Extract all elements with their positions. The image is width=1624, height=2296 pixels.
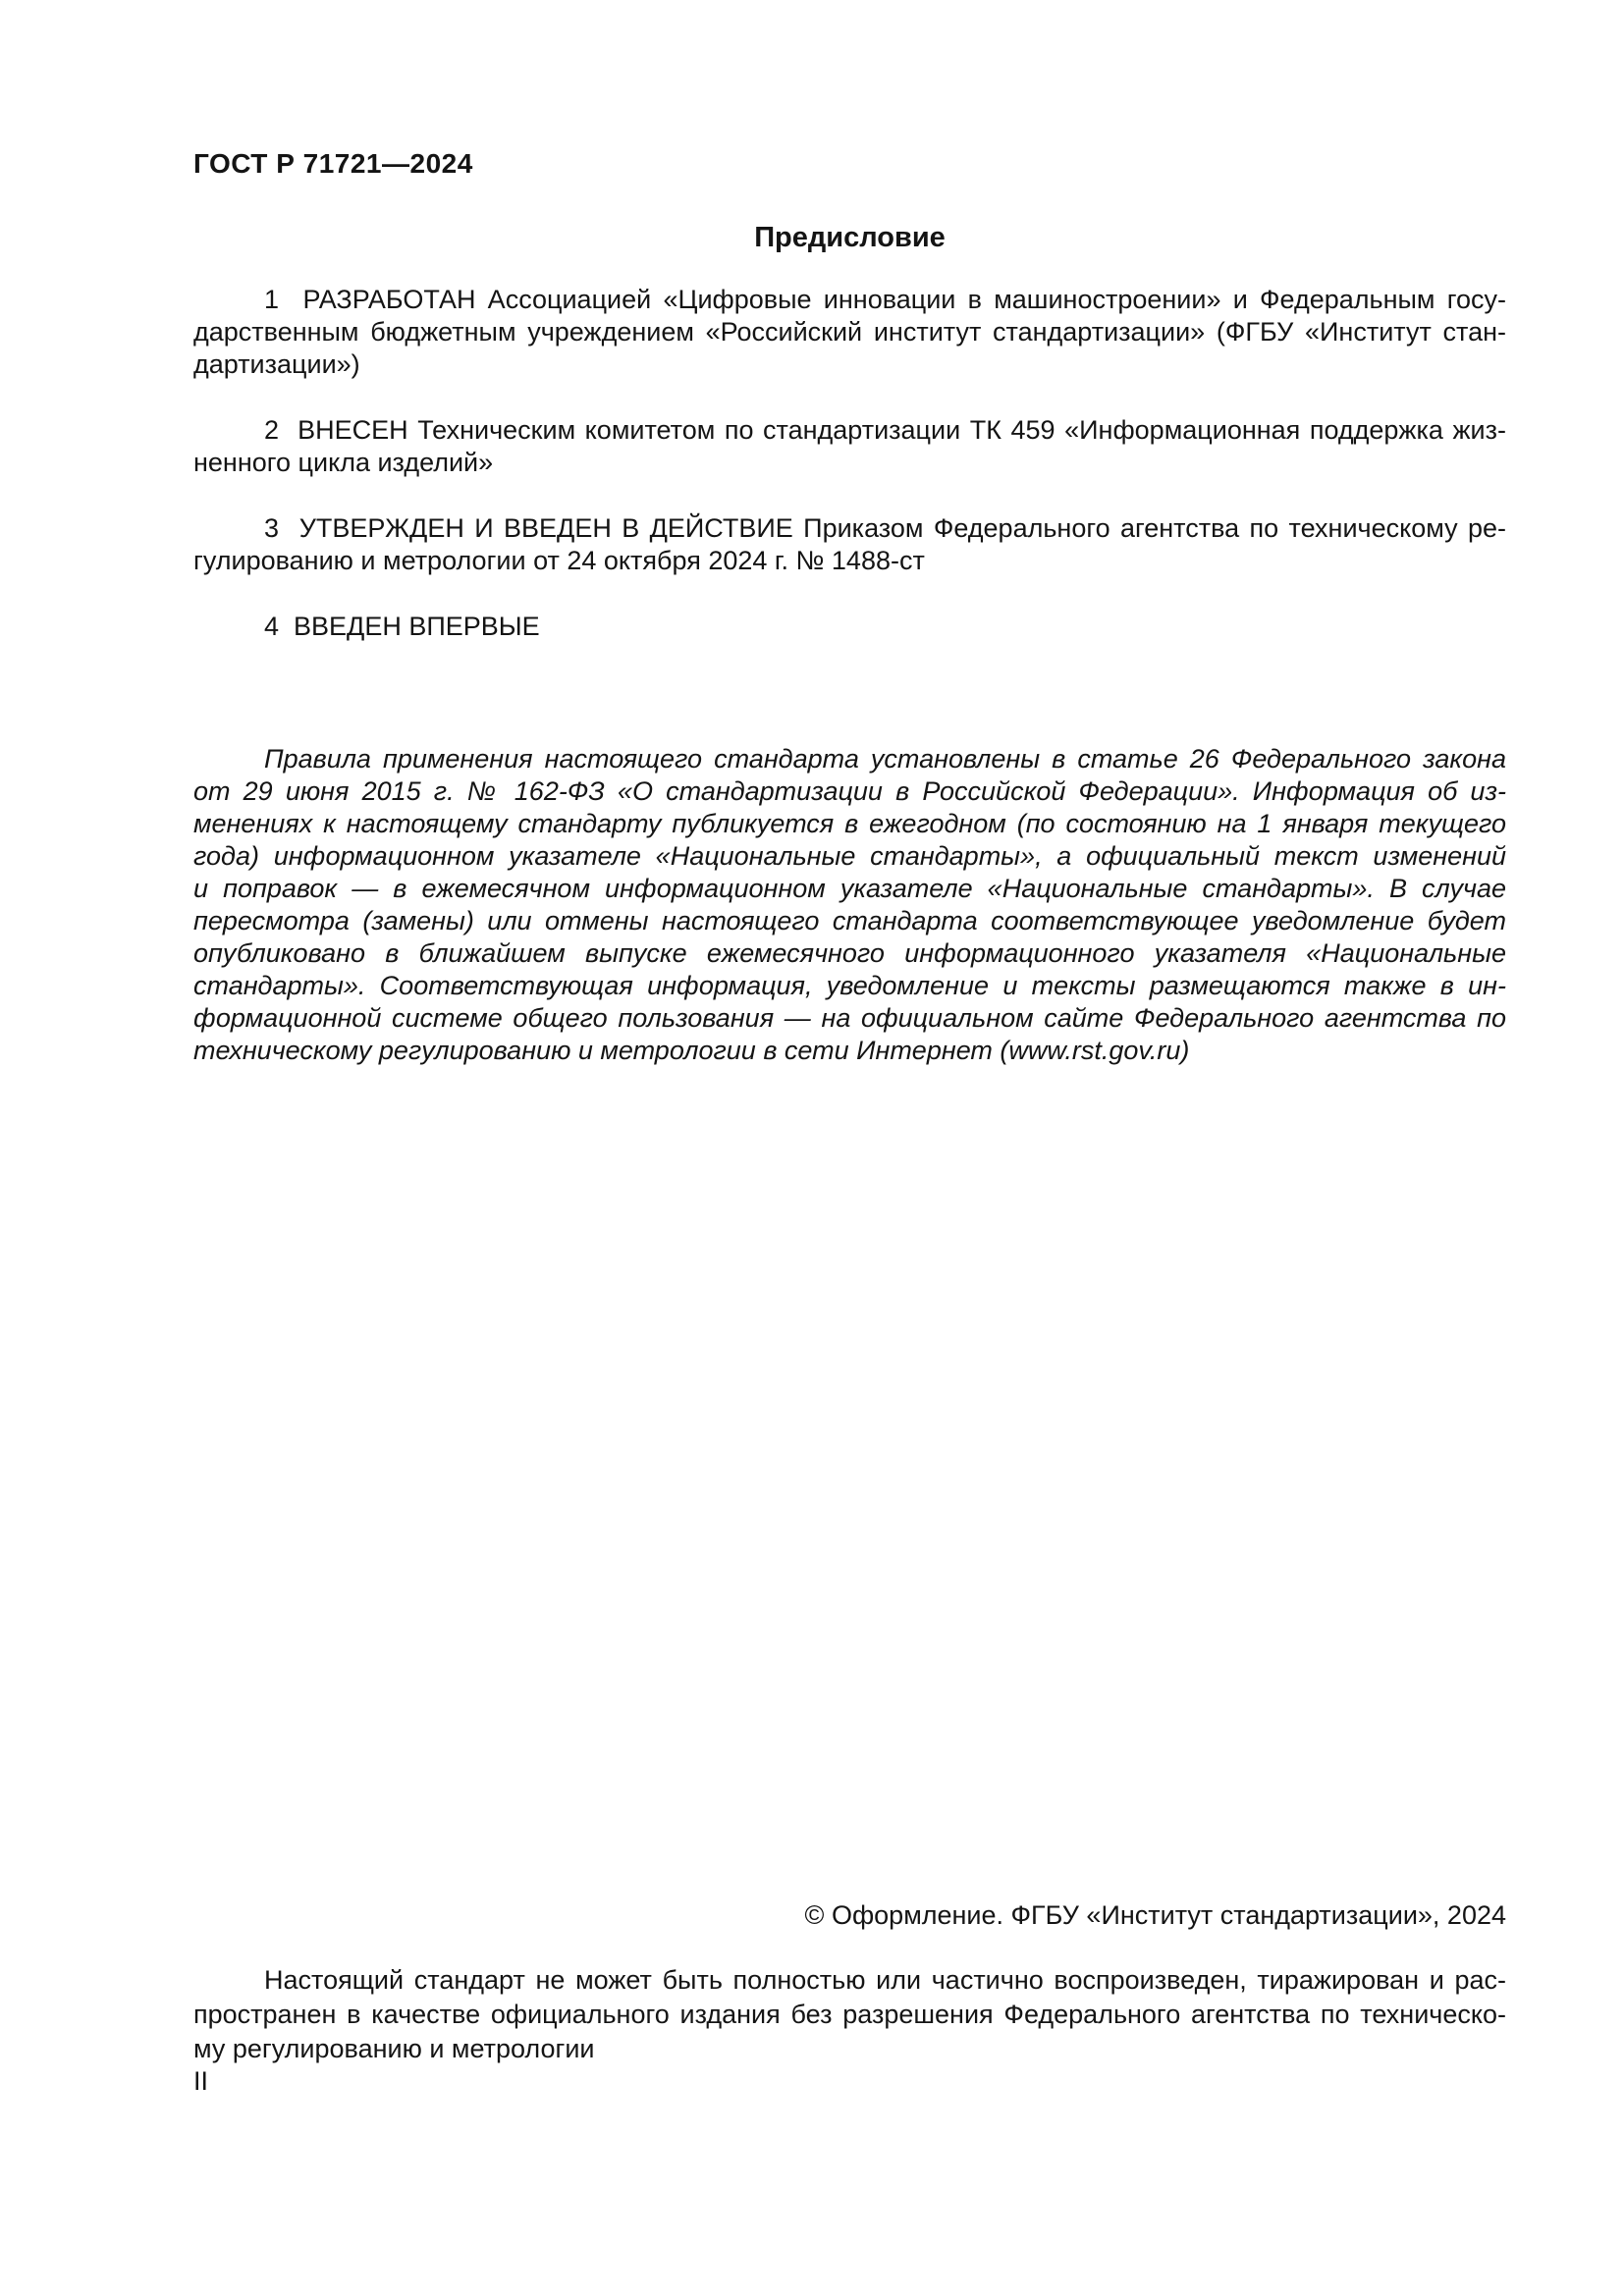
text-line: ненного цикла изделий»: [193, 448, 494, 477]
standard-code: ГОСТ Р 71721—2024: [193, 148, 473, 179]
text-line: му регулированию и метрологии: [193, 2034, 595, 2063]
text-line: пересмотра (замены) или отмены настоящего стандарта соответствующее уведомление будет: [193, 906, 1506, 935]
clause-developed-by: [193, 284, 1506, 381]
text-line: формационной системе общего пользования — на официальном сайте Федерального агентства по: [193, 1003, 1506, 1033]
text-line: опубликовано в ближайшем выпуске ежемесячного информационного указателя «Национальные: [193, 938, 1506, 968]
text-line: 1 РАЗРАБОТАН Ассоциацией «Цифровые инновации в машиностроении» и Федеральным госу-: [264, 285, 1506, 314]
copyright-notice: © Оформление. ФГБУ «Институт стандартизации», 2024: [804, 1900, 1506, 1930]
text-line: и поправок — в ежемесячном информационном указателе «Национальные стандарты». В случае: [193, 874, 1506, 903]
text-line: 3 УТВЕРЖДЕН И ВВЕДЕН В ДЕЙСТВИЕ Приказом Федерального агентства по техническому ре-: [264, 513, 1506, 543]
text-line: года) информационном указателе «Национальные стандарты», а официальный текст изменений: [193, 841, 1506, 871]
text-line: от 29 июня 2015 г. № 162-ФЗ «О стандартизации в Российской Федерации». Информация об из-: [193, 776, 1506, 806]
text-line: дарственным бюджетным учреждением «Российский институт стандартизации» (ФГБУ «Институт стан-: [193, 317, 1506, 347]
text-line: 2 ВНЕСЕН Техническим комитетом по стандартизации ТК 459 «Информационная поддержка жиз-: [264, 415, 1506, 445]
page-number: II: [193, 2066, 209, 2096]
text-line: гулированию и метрологии от 24 октября 2024 г. № 1488-ст: [193, 546, 925, 575]
clause-introduced-first-time: [193, 611, 1506, 643]
text-line: Правила применения настоящего стандарта установлены в статье 26 Федерального закона: [264, 744, 1506, 774]
section-heading-foreword: Предисловие: [754, 222, 946, 253]
text-line: стандарты». Соответствующая информация, уведомление и тексты размещаются также в ин-: [193, 971, 1506, 1000]
application-rules-note: [193, 743, 1506, 1067]
text-line: Настоящий стандарт не может быть полностью или частично воспроизведен, тиражирован и рас-: [264, 1965, 1506, 1995]
text-line: пространен в качестве официального издания без разрешения Федерального агентства по техническо-: [193, 2000, 1506, 2029]
text-line: дартизации»): [193, 349, 360, 379]
clause-approved-by: [193, 512, 1506, 577]
text-line: менениях к настоящему стандарту публикуется в ежегодном (по состоянию на 1 января текущего: [193, 809, 1506, 838]
text-line: техническому регулированию и метрологии в сети Интернет (www.rst.gov.ru): [193, 1036, 1190, 1065]
text-line: 4 ВВЕДЕН ВПЕРВЫЕ: [264, 612, 540, 641]
clause-submitted-by: [193, 414, 1506, 479]
reproduction-restriction-note: [193, 1963, 1506, 2066]
